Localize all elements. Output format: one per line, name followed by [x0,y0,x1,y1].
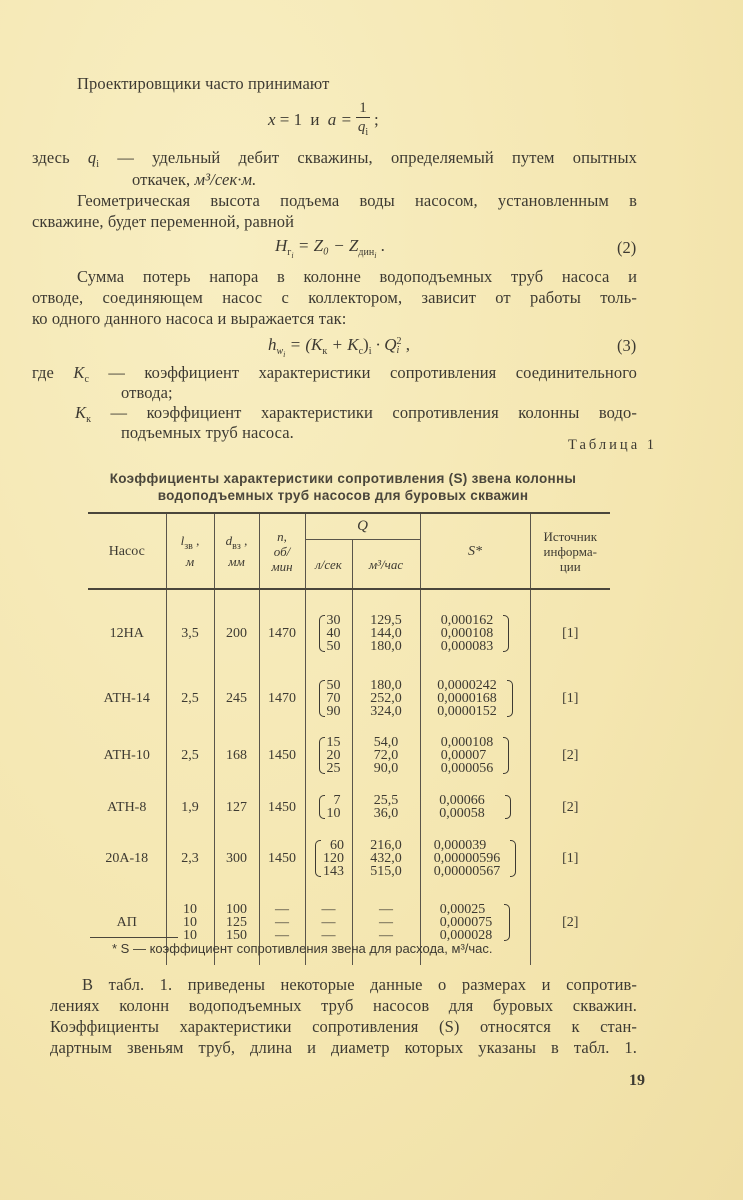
q-ls-group [322,903,336,942]
table-row [88,589,610,670]
s-brace-group [441,614,510,653]
q-m3h-value: 90,0 [373,761,399,776]
intro-text: Проектировщики часто принимают [77,74,330,93]
cell-diameter: 200 [214,589,259,670]
cell-length: 2,5 [166,670,214,727]
eq1-a: a = [327,109,352,129]
eq2-rhs: = Z₀ − Z [297,236,359,255]
cell-s [420,784,530,830]
cell-speed: 1450 [259,830,305,887]
q-m3h-group [374,794,399,820]
def-qi-text: — удельный дебит скважины, определяемый путем опытных [99,148,637,167]
cell-s [420,589,530,670]
cell-source: [1] [530,830,610,887]
eq2-H-subsub: i [291,251,294,260]
q-ls-dash: — [321,927,336,943]
cell-diameter: 168 [214,727,259,784]
header-diameter: $d_{вз}$ , мм [214,513,259,589]
footnote-rule [90,937,178,938]
q-m3h-value: 324,0 [370,704,402,719]
equation-2-number: (2) [617,238,637,257]
q-ls-brace-group [313,839,344,878]
header-speed-unit2: мин [271,558,293,574]
eq1-numerator: 1 [356,100,370,118]
header-diameter-unit: мм [228,554,245,569]
def-qi-line2 [132,169,256,190]
q-m3h-group [370,839,402,878]
def-kc-line2: отвода; [121,383,173,402]
s-value: 0,0000168 [437,691,497,706]
equation-3 [268,335,410,359]
eq2-H-sub-g: г [287,247,292,258]
cell-source: [2] [530,887,610,965]
q-ls-value: 90 [326,704,341,719]
q-m3h-value: 36,0 [373,806,399,821]
q-m3h-dash: — [379,901,393,917]
cell-q-ls [305,830,352,887]
cell-speed: 1470 [259,589,305,670]
s-brace-group [439,794,511,820]
def-kc-sub: с [84,374,90,385]
header-q-group: Q [305,513,420,540]
s-value: 0,000083 [440,638,494,654]
para-geom-line2: скважине, будет переменной, равной [32,212,295,231]
eq3-h-subsub: i [283,350,286,359]
para-sum-line2: отводе, соединяющем насос с коллектором, зависит от работы толь- [32,288,637,307]
s-brace-group [440,903,511,942]
header-source [530,513,610,589]
table-footnote: * S — коэффициент сопротивления звена для расхода, м³/час. [112,941,493,956]
q-ls-value: 15 [326,735,341,750]
q-m3h-group [374,736,399,775]
para-sum-line1: Сумма потерь напора в колонне водоподъемных труб насоса и [77,267,637,286]
cell-diameter: 245 [214,670,259,727]
q-ls-brace-group [317,794,341,820]
q-ls-value: 143 [323,864,344,879]
cell-length: 2,5 [166,727,214,784]
cell-speed: 1450 [259,784,305,830]
q-ls-value: 50 [326,678,341,693]
s-value: 0,00000596 [433,851,501,866]
cell-source: [2] [530,784,610,830]
cell-q-m3h [352,784,420,830]
length-value: 10 [183,927,197,943]
q-m3h-group [379,903,393,942]
header-diameter-symbol: d [225,533,233,548]
q-ls-value: 50 [326,638,341,654]
table-title-line2: водоподъемных труб насосов для буровых скважин [157,488,529,503]
q-ls-brace-group [317,614,341,653]
header-q-ls: л/сек [305,540,352,589]
header-speed-symbol: n, [277,528,287,544]
def-kc-prefix: где [32,363,54,382]
header-source-line2: информа- [543,543,597,559]
eq2-Z-sub [358,247,376,258]
eq2-H: H [275,236,288,255]
q-ls-dash: — [321,901,336,917]
cell-q-ls [305,784,352,830]
cell-source: [1] [530,589,610,670]
cell-pump: АТН-10 [88,727,166,784]
table-row [88,670,610,727]
cell-pump: АП [88,887,166,965]
length-group [183,903,197,942]
s-value: 0,00025 [439,901,486,917]
eq1-q: q [357,119,366,135]
q-ls-value: 40 [326,625,341,641]
def-qi-line1 [32,147,637,175]
length-value: 10 [183,914,197,930]
q-ls-dash: — [321,914,336,930]
def-kk-text: — коэффициент характеристики сопротивления колонны водо- [91,403,637,422]
diameter-value: 150 [226,927,247,943]
cell-q-m3h [352,727,420,784]
eq1-denominator [356,118,370,142]
cell-source: [2] [530,727,610,784]
cell-length: 2,3 [166,830,214,887]
eq1-fraction [356,100,370,142]
equation-2 [275,236,385,260]
speed-dash: — [275,914,289,930]
table-label: Таблица 1 [567,437,657,453]
q-m3h-value: 432,0 [370,851,402,866]
cell-pump: 20А-18 [88,830,166,887]
eq3-q-sup: 2 [396,336,402,348]
q-m3h-group [370,614,402,653]
header-source-line3: ции [559,558,581,574]
s-value: 0,00000567 [433,864,501,879]
q-m3h-value: 180,0 [370,678,402,693]
eq3-c-sub: с [358,346,364,357]
header-length-unit: м [185,554,195,569]
eq3-rhs-open: = (K [289,335,323,354]
page-number: 19 [629,1072,645,1089]
eq3-h-sub [277,346,286,357]
s-value: 0,00007 [440,748,487,763]
eq3-comma: , [401,335,410,354]
header-length-symbol: l [180,533,185,548]
closing-line2: лениях колонн водоподъемных труб насосов для буровых скважин. [50,996,637,1015]
pump-coefficients-table [88,512,610,965]
closing-line1: В табл. 1. приведены некоторые данные о размерах и сопротив- [82,975,637,994]
s-brace-group [434,839,517,878]
cell-length: 3,5 [166,589,214,670]
diameter-value: 100 [226,901,247,917]
cell-pump: АТН-8 [88,784,166,830]
cell-source: [1] [530,670,610,727]
eq3-q-sub: i [396,345,400,357]
eq3-h: h [268,335,277,354]
s-value: 0,000108 [440,735,494,750]
q-m3h-value: 180,0 [370,638,402,654]
s-brace-group [437,679,513,718]
header-diameter-sub: вз [232,541,241,552]
def-qi-symbol: q [87,148,97,167]
q-ls-value: 7 [333,793,341,808]
def-kk-symbol: K [75,403,87,422]
eq2-period: . [380,236,385,255]
table-title [88,470,598,504]
q-m3h-value: 54,0 [373,735,399,750]
def-kk-line2: подъемных труб насоса. [121,423,294,442]
closing-line3: Коэффициенты характеристики сопротивления (S) относятся к стан- [50,1017,637,1036]
s-value: 0,000056 [440,761,494,776]
s-value: 0,0000242 [437,678,497,693]
eq3-k-sub: к [322,346,328,357]
para-sum-line3: ко одного данного насоса и выражается так: [32,309,347,328]
eq2-Z-sub-din: дин [358,247,375,258]
diameter-group [226,903,247,942]
cell-q-m3h [352,670,420,727]
table-row [88,830,610,887]
s-value: 0,000108 [440,625,494,641]
s-value: 0,00066 [439,793,485,808]
s-value: 0,000075 [439,914,493,930]
eq2-H-sub [287,247,293,258]
table-title-line1: Коэффициенты характеристики сопротивления (S) звена колонны [109,471,577,486]
header-length: $l_{зв}$ , м [166,513,214,589]
cell-diameter: 127 [214,784,259,830]
def-kk-sub: к [86,414,92,425]
cell-diameter: 300 [214,830,259,887]
eq3-i-sub: i [368,346,372,357]
eq3-plus-k: + K [327,335,359,354]
def-qi-sub: i [96,159,100,170]
def-qi-unit: м³/сек·м. [194,170,257,189]
s-brace-group [441,736,510,775]
cell-pump: АТН-14 [88,670,166,727]
diameter-value: 125 [226,914,247,930]
cell-s [420,727,530,784]
q-ls-value: 60 [330,838,344,853]
length-value: 10 [183,901,197,917]
header-source-line1: Источник [543,528,598,544]
header-pump: Насос [88,513,166,589]
q-m3h-value: 129,5 [370,612,402,628]
def-qi-prefix: здесь [32,148,70,167]
cell-pump: 12НА [88,589,166,670]
cell-q-ls [305,670,352,727]
eq1-semicolon: ; [373,109,379,129]
eq3-h-sub-w: w [276,346,284,357]
eq3-dot-q: · Q [371,335,397,354]
def-qi-text2: откачек, [132,170,191,189]
q-m3h-value: 72,0 [373,748,399,763]
cell-q-m3h [352,589,420,670]
eq2-Z-subsub: i [374,251,377,260]
cell-s [420,670,530,727]
cell-s [420,830,530,887]
q-m3h-value: 515,0 [370,864,402,879]
speed-dash: — [275,927,289,943]
eq3-close: ) [363,335,369,354]
eq1-and: и [310,109,320,129]
q-ls-brace-group [317,679,341,718]
equation-1 [268,100,379,142]
cell-speed: 1450 [259,727,305,784]
eq1-q-sub: i [365,127,369,138]
q-ls-value: 70 [326,691,341,706]
q-m3h-dash: — [379,914,393,930]
header-speed-unit1: об/ [273,543,291,559]
header-s: S* [420,513,530,589]
s-value: 0,000039 [433,838,487,853]
closing-line4: дартным звеньям труб, длина и диаметр которых указаны в табл. 1. [50,1038,637,1057]
speed-dash: — [275,901,289,917]
cell-length: 1,9 [166,784,214,830]
q-m3h-value: 25,5 [373,793,399,808]
equation-3-number: (3) [617,336,637,355]
table-row [88,727,610,784]
q-m3h-value: 144,0 [370,625,402,641]
header-q-m3h: м³/час [352,540,420,589]
para-geom-line1: Геометрическая высота подъема воды насосом, установленным в [77,191,637,210]
s-value: 0,000028 [439,927,493,943]
header-speed [259,513,305,589]
q-ls-value: 25 [326,761,341,776]
eq1-equals: = 1 [279,109,303,129]
def-kc-symbol: K [73,363,85,382]
cell-q-m3h [352,830,420,887]
q-ls-value: 20 [326,748,341,763]
table-row [88,784,610,830]
q-ls-value: 30 [326,612,341,628]
q-ls-value: 10 [326,806,341,821]
q-m3h-value: 216,0 [370,838,402,853]
s-value: 0,000162 [440,612,494,628]
cell-q-ls [305,727,352,784]
q-ls-brace-group [317,736,341,775]
q-ls-value: 120 [323,851,344,866]
q-m3h-value: 252,0 [370,691,402,706]
s-value: 0,0000152 [437,704,497,719]
q-m3h-dash: — [379,927,393,943]
s-value: 0,00058 [439,806,485,821]
cell-speed: 1470 [259,670,305,727]
header-length-sub: зв [184,541,193,552]
def-kc-text: — коэффициент характеристики сопротивления соединительного [89,363,637,382]
q-m3h-group [370,679,402,718]
eq1-x: x [268,109,276,129]
cell-q-ls [305,589,352,670]
speed-group [275,903,289,942]
